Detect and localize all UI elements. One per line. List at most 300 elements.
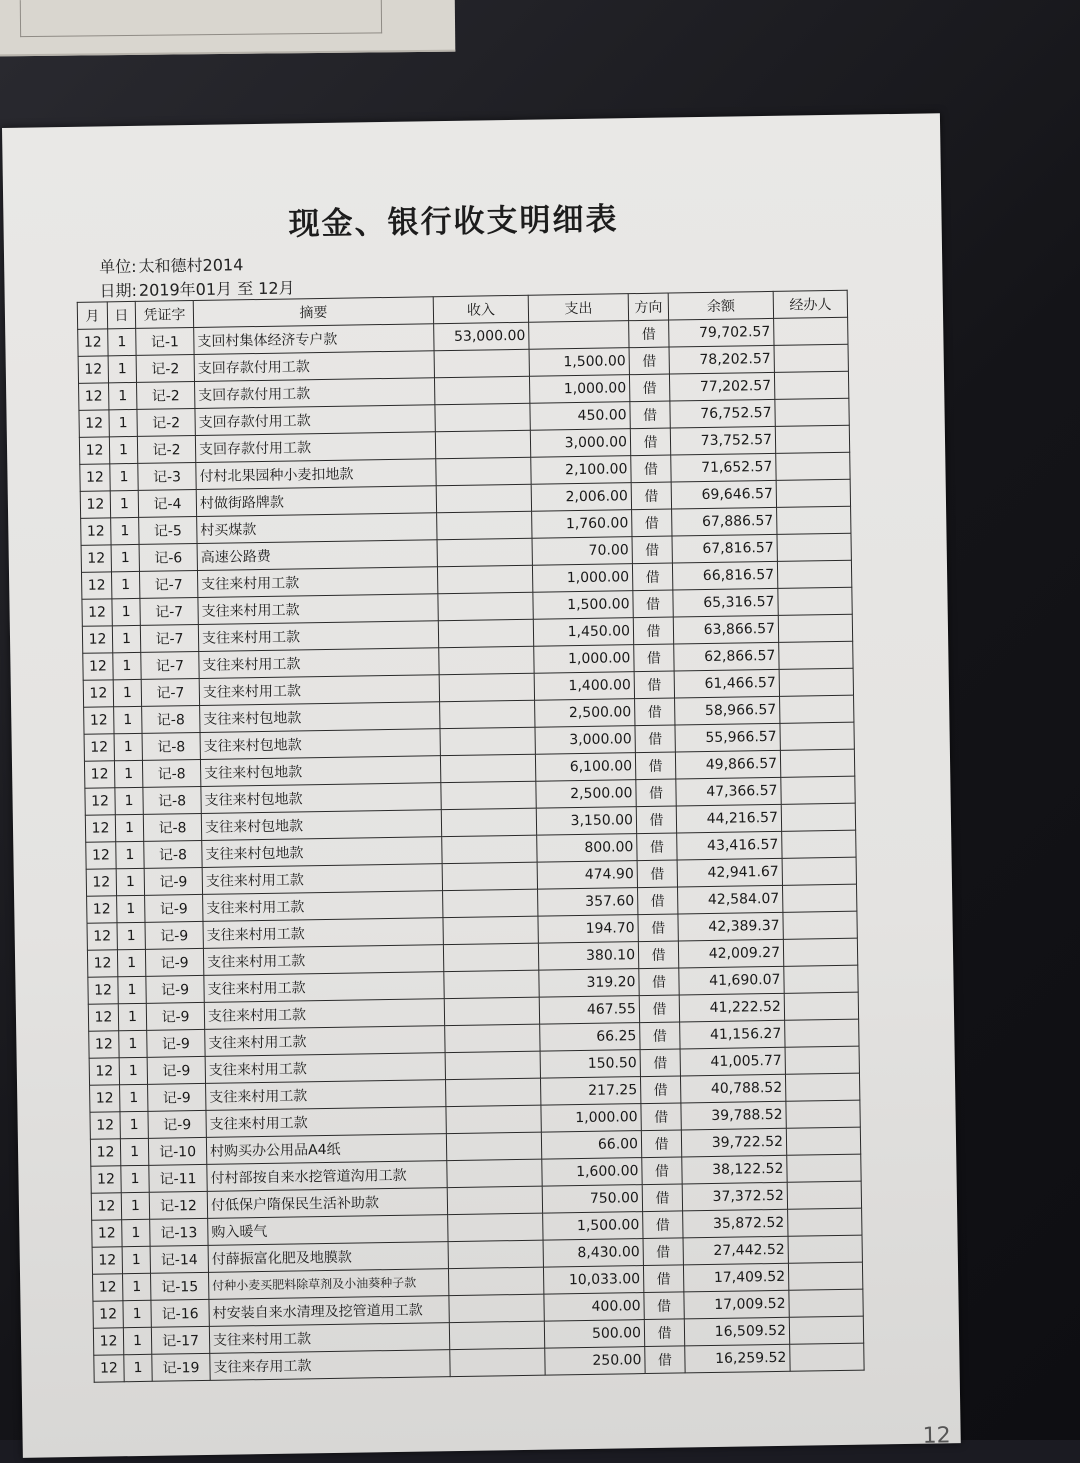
date-line [99, 275, 296, 301]
cell-balance: 41,222.52 [679, 993, 784, 1022]
cell-handler [783, 911, 857, 939]
cell-month: 12 [87, 896, 117, 923]
cell-direction: 借 [645, 1346, 685, 1374]
cell-month: 12 [87, 950, 117, 977]
cell-handler [777, 506, 851, 534]
cell-income [443, 943, 538, 971]
cell-month: 12 [81, 572, 111, 599]
underlying-paper-frame [20, 0, 382, 37]
cell-summary: 支往来村包地款 [201, 783, 441, 814]
cell-voucher: 记-8 [143, 786, 201, 814]
cell-summary: 支往来村用工款 [204, 972, 444, 1003]
cell-direction: 借 [644, 1292, 684, 1320]
cell-handler [789, 1316, 863, 1344]
cell-direction: 借 [644, 1319, 684, 1347]
cell-income [439, 646, 534, 674]
cell-income [439, 673, 534, 701]
cell-voucher: 记-12 [149, 1191, 207, 1219]
cell-month: 12 [81, 545, 111, 572]
cell-direction: 借 [630, 401, 670, 429]
cell-handler [785, 1019, 859, 1047]
cell-day: 1 [111, 571, 139, 598]
cell-voucher: 记-13 [150, 1218, 208, 1246]
cell-income [436, 484, 531, 512]
cell-income [448, 1240, 543, 1268]
cell-handler [778, 587, 852, 615]
cell-month: 12 [84, 761, 114, 788]
cell-voucher: 记-9 [145, 948, 203, 976]
cell-handler [789, 1289, 863, 1317]
cell-summary: 支往来村用工款 [206, 1080, 446, 1111]
cell-day: 1 [122, 1219, 150, 1246]
cell-month: 12 [90, 1112, 120, 1139]
cell-balance: 38,122.52 [682, 1155, 787, 1184]
cell-direction: 借 [642, 1184, 682, 1212]
cell-direction: 借 [634, 644, 674, 672]
cell-month: 12 [92, 1220, 122, 1247]
cell-month: 12 [82, 626, 112, 653]
cell-month: 12 [91, 1193, 121, 1220]
cell-expense: 8,430.00 [543, 1239, 643, 1268]
cell-balance: 58,966.57 [675, 696, 780, 725]
cell-income [435, 430, 530, 458]
cell-voucher: 记-6 [139, 543, 197, 571]
cell-income [449, 1294, 544, 1322]
cell-voucher: 记-2 [137, 409, 195, 437]
cell-summary: 支往来村用工款 [203, 891, 443, 922]
cell-direction: 借 [633, 590, 673, 618]
cell-voucher: 记-10 [148, 1137, 206, 1165]
cell-handler [781, 803, 855, 831]
cell-summary: 支往来村包地款 [200, 729, 440, 760]
cell-balance: 78,202.57 [669, 345, 774, 374]
cell-balance: 44,216.57 [676, 804, 781, 833]
cell-day: 1 [121, 1192, 149, 1219]
cell-direction: 借 [641, 1130, 681, 1158]
document-title: 现金、银行收支明细表 [288, 201, 619, 243]
cell-month: 12 [90, 1139, 120, 1166]
cell-month: 12 [78, 329, 108, 356]
cell-month: 12 [90, 1085, 120, 1112]
cell-expense: 357.60 [538, 888, 638, 917]
cell-month: 12 [85, 788, 115, 815]
cell-expense: 1,000.00 [532, 564, 632, 593]
cell-summary: 支回存款付用工款 [194, 351, 434, 382]
cell-expense: 800.00 [537, 834, 637, 863]
cell-summary: 支往来村用工款 [209, 1323, 449, 1354]
cell-income [443, 889, 538, 917]
cell-summary: 支往来村用工款 [197, 567, 437, 598]
cell-direction: 借 [629, 374, 669, 402]
cell-expense: 474.90 [537, 861, 637, 890]
cell-voucher: 记-16 [151, 1299, 209, 1327]
cell-handler [783, 938, 857, 966]
cell-direction: 借 [640, 1076, 680, 1104]
cell-balance: 42,584.07 [678, 885, 783, 914]
header-handler: 经办人 [773, 290, 847, 318]
cell-day: 1 [112, 598, 140, 625]
cell-voucher: 记-7 [140, 624, 198, 652]
cell-income [446, 1105, 541, 1133]
cell-day: 1 [114, 760, 142, 787]
cell-balance: 37,372.52 [682, 1182, 787, 1211]
cell-handler [787, 1181, 861, 1209]
cell-direction: 借 [641, 1103, 681, 1131]
cell-summary: 付村北果园种小麦扣地款 [196, 459, 436, 490]
cell-month: 12 [81, 518, 111, 545]
cell-month: 12 [88, 1004, 118, 1031]
cell-income [443, 916, 538, 944]
cell-balance: 65,316.57 [673, 588, 778, 617]
cell-day: 1 [109, 409, 137, 436]
cell-balance: 17,409.52 [683, 1263, 788, 1292]
cell-day: 1 [115, 814, 143, 841]
cell-voucher: 记-9 [145, 921, 203, 949]
cell-balance: 17,009.52 [684, 1290, 789, 1319]
cell-income [444, 997, 539, 1025]
cell-summary: 支往来村用工款 [204, 999, 444, 1030]
cell-direction: 借 [638, 887, 678, 915]
cell-day: 1 [123, 1273, 151, 1300]
cell-expense: 10,033.00 [543, 1266, 643, 1295]
cell-summary: 村购买办公用品A4纸 [206, 1134, 446, 1165]
cell-direction: 借 [631, 482, 671, 510]
cell-handler [777, 533, 851, 561]
cell-voucher: 记-7 [141, 678, 199, 706]
cell-direction: 借 [631, 455, 671, 483]
cell-direction: 借 [640, 1022, 680, 1050]
cell-day: 1 [109, 436, 137, 463]
cell-balance: 42,009.27 [678, 939, 783, 968]
cell-expense: 2,100.00 [531, 456, 631, 485]
cell-handler [788, 1235, 862, 1263]
cell-expense: 1,500.00 [533, 591, 633, 620]
cell-expense: 2,500.00 [536, 780, 636, 809]
cell-voucher: 记-9 [148, 1083, 206, 1111]
cell-direction: 借 [642, 1157, 682, 1185]
cell-direction: 借 [635, 698, 675, 726]
unit-value: 太和德村2014 [138, 255, 244, 276]
cell-expense: 1,000.00 [534, 645, 634, 674]
cell-voucher: 记-2 [137, 436, 195, 464]
cell-summary: 支往来村包地款 [200, 756, 440, 787]
cell-income [445, 1051, 540, 1079]
cell-voucher: 记-8 [142, 732, 200, 760]
cell-income [434, 376, 529, 404]
cell-direction: 借 [639, 995, 679, 1023]
cell-income [441, 808, 536, 836]
cell-handler [788, 1262, 862, 1290]
cell-month: 12 [88, 977, 118, 1004]
cell-direction: 借 [643, 1238, 683, 1266]
cell-direction: 借 [637, 833, 677, 861]
cell-month: 12 [79, 410, 109, 437]
cell-day: 1 [109, 382, 137, 409]
cell-voucher: 记-1 [136, 328, 194, 356]
cell-expense: 3,150.00 [536, 807, 636, 836]
cell-balance: 16,259.52 [685, 1344, 790, 1373]
cell-balance: 63,866.57 [673, 615, 778, 644]
cell-balance: 76,752.57 [670, 399, 775, 428]
cell-month: 12 [94, 1355, 124, 1382]
cell-month: 12 [89, 1031, 119, 1058]
cell-direction: 借 [629, 320, 669, 348]
cell-income [448, 1213, 543, 1241]
cell-summary: 支往来村用工款 [198, 594, 438, 625]
cell-voucher: 记-7 [139, 570, 197, 598]
cell-expense: 150.50 [540, 1050, 640, 1079]
cell-day: 1 [117, 922, 145, 949]
cell-expense: 1,500.00 [529, 348, 629, 377]
cell-expense: 2,006.00 [531, 483, 631, 512]
underlying-paper [0, 0, 455, 56]
cell-summary: 支回存款付用工款 [195, 405, 435, 436]
cell-expense: 1,000.00 [529, 375, 629, 404]
cell-handler [784, 992, 858, 1020]
cell-voucher: 记-19 [152, 1353, 210, 1381]
header-expense: 支出 [528, 294, 628, 323]
cell-day: 1 [110, 490, 138, 517]
cell-summary: 支回存款付用工款 [195, 378, 435, 409]
cell-month: 12 [83, 680, 113, 707]
cell-month: 12 [87, 923, 117, 950]
cell-handler [787, 1154, 861, 1182]
cell-month: 12 [91, 1166, 121, 1193]
cell-month: 12 [92, 1247, 122, 1274]
cell-direction: 借 [630, 428, 670, 456]
cell-expense: 400.00 [544, 1293, 644, 1322]
page-number: 12 [922, 1423, 951, 1449]
cell-voucher: 记-9 [144, 867, 202, 895]
cell-summary: 支往来村用工款 [199, 648, 439, 679]
cell-voucher: 记-2 [136, 355, 194, 383]
ledger-sheet [2, 113, 961, 1458]
cell-voucher: 记-9 [146, 975, 204, 1003]
cell-summary: 支往来村包地款 [202, 837, 442, 868]
cell-voucher: 记-14 [150, 1245, 208, 1273]
cell-balance: 71,652.57 [671, 453, 776, 482]
cell-balance: 42,941.67 [677, 858, 782, 887]
cell-voucher: 记-9 [145, 894, 203, 922]
cell-day: 1 [111, 544, 139, 571]
cell-income [434, 349, 529, 377]
cell-direction: 借 [639, 968, 679, 996]
date-label: 日期: [99, 280, 138, 301]
cell-summary: 付种小麦买肥料除草剂及小油葵种子款 [209, 1269, 449, 1300]
cell-summary: 支往来村用工款 [205, 1053, 445, 1084]
cell-day: 1 [120, 1138, 148, 1165]
cell-day: 1 [108, 355, 136, 382]
cell-balance: 62,866.57 [674, 642, 779, 671]
cell-balance: 47,366.57 [676, 777, 781, 806]
cell-income [446, 1132, 541, 1160]
cell-day: 1 [123, 1300, 151, 1327]
cell-summary: 支往来村用工款 [199, 675, 439, 706]
cell-month: 12 [86, 869, 116, 896]
cell-balance: 42,389.37 [678, 912, 783, 941]
cell-summary: 支往来村用工款 [205, 1026, 445, 1057]
date-value: 2019年01月 至 12月 [138, 278, 295, 300]
cell-summary: 购入暖气 [208, 1215, 448, 1246]
cell-direction: 借 [635, 752, 675, 780]
cell-voucher: 记-9 [147, 1029, 205, 1057]
cell-expense: 450.00 [530, 402, 630, 431]
cell-handler [788, 1208, 862, 1236]
cell-income [447, 1186, 542, 1214]
header-direction: 方向 [628, 293, 668, 321]
cell-day: 1 [119, 1057, 147, 1084]
cell-balance: 41,005.77 [680, 1047, 785, 1076]
cell-handler [775, 398, 849, 426]
cell-direction: 借 [629, 347, 669, 375]
cell-income [436, 457, 531, 485]
cell-balance: 49,866.57 [675, 750, 780, 779]
cell-balance: 69,646.57 [671, 480, 776, 509]
cell-day: 1 [119, 1030, 147, 1057]
cell-handler [782, 884, 856, 912]
cell-month: 12 [86, 842, 116, 869]
cell-voucher: 记-7 [140, 597, 198, 625]
unit-label: 单位: [99, 256, 137, 277]
cell-direction: 借 [637, 860, 677, 888]
cell-expense: 1,500.00 [543, 1212, 643, 1241]
cell-day: 1 [115, 787, 143, 814]
cell-expense: 1,600.00 [542, 1158, 642, 1187]
cell-day: 1 [111, 517, 139, 544]
cell-direction: 借 [643, 1265, 683, 1293]
cell-expense: 217.25 [540, 1077, 640, 1106]
cell-month: 12 [82, 599, 112, 626]
cell-summary: 支往来村包地款 [201, 810, 441, 841]
cell-income [440, 727, 535, 755]
header-day: 日 [107, 301, 135, 328]
cell-income: 53,000.00 [434, 322, 529, 350]
cell-day: 1 [110, 463, 138, 490]
cell-expense [529, 321, 629, 350]
unit-line [99, 252, 245, 277]
cell-handler [777, 560, 851, 588]
cell-balance: 27,442.52 [683, 1236, 788, 1265]
cell-income [450, 1348, 545, 1376]
cell-voucher: 记-5 [139, 516, 197, 544]
cell-handler [786, 1127, 860, 1155]
cell-voucher: 记-8 [142, 759, 200, 787]
cell-day: 1 [113, 652, 141, 679]
cell-expense: 2,500.00 [535, 699, 635, 728]
cell-day: 1 [117, 895, 145, 922]
cell-voucher: 记-9 [148, 1110, 206, 1138]
cell-handler [779, 641, 853, 669]
cell-balance: 61,466.57 [674, 669, 779, 698]
cell-direction: 借 [636, 779, 676, 807]
cell-expense: 1,760.00 [532, 510, 632, 539]
cell-month: 12 [78, 356, 108, 383]
cell-income [440, 700, 535, 728]
cell-handler [790, 1343, 864, 1371]
header-balance: 余额 [668, 291, 773, 320]
cell-summary: 支往来村用工款 [203, 945, 443, 976]
cell-handler [780, 695, 854, 723]
cell-voucher: 记-9 [147, 1056, 205, 1084]
cell-balance: 66,816.57 [672, 561, 777, 590]
cell-income [438, 592, 533, 620]
cell-day: 1 [123, 1327, 151, 1354]
cell-month: 12 [93, 1274, 123, 1301]
cell-voucher: 记-8 [144, 840, 202, 868]
cell-expense: 66.00 [541, 1131, 641, 1160]
cell-voucher: 记-2 [137, 382, 195, 410]
cell-direction: 借 [636, 806, 676, 834]
cell-month: 12 [93, 1328, 123, 1355]
cell-direction: 借 [634, 671, 674, 699]
cell-summary: 支往来村用工款 [203, 918, 443, 949]
cell-income [441, 781, 536, 809]
cell-balance: 16,509.52 [684, 1317, 789, 1346]
cell-expense: 380.10 [538, 942, 638, 971]
cell-handler [782, 857, 856, 885]
cell-direction: 借 [632, 536, 672, 564]
cell-voucher: 记-15 [151, 1272, 209, 1300]
cell-summary: 支回村集体经济专户款 [194, 324, 434, 355]
cell-balance: 39,788.52 [681, 1101, 786, 1130]
cell-day: 1 [116, 841, 144, 868]
cell-balance: 40,788.52 [680, 1074, 785, 1103]
header-voucher: 凭证字 [135, 301, 193, 329]
cell-voucher: 记-8 [143, 813, 201, 841]
cell-expense: 70.00 [532, 537, 632, 566]
cell-summary: 村做街路牌款 [196, 486, 436, 517]
cell-day: 1 [113, 679, 141, 706]
cell-expense: 66.25 [540, 1023, 640, 1052]
cell-day: 1 [121, 1165, 149, 1192]
cell-summary: 村安装自来水清理及挖管道用工款 [209, 1296, 449, 1327]
cell-summary: 支往来村包地款 [200, 702, 440, 733]
cell-expense: 1,000.00 [541, 1104, 641, 1133]
cell-summary: 支往来村用工款 [206, 1107, 446, 1138]
cell-expense: 319.20 [539, 969, 639, 998]
cell-direction: 借 [632, 509, 672, 537]
cell-handler [778, 614, 852, 642]
cell-income [448, 1267, 543, 1295]
cell-day: 1 [112, 625, 140, 652]
cell-voucher: 记-4 [138, 489, 196, 517]
cell-day: 1 [120, 1084, 148, 1111]
cell-balance: 41,156.27 [680, 1020, 785, 1049]
cell-balance: 35,872.52 [683, 1209, 788, 1238]
cell-income [446, 1078, 541, 1106]
cell-handler [786, 1100, 860, 1128]
cell-expense: 3,000.00 [530, 429, 630, 458]
cell-expense: 1,400.00 [534, 672, 634, 701]
cell-balance: 79,702.57 [669, 318, 774, 347]
cell-day: 1 [114, 706, 142, 733]
cell-summary: 付村部按自来水挖管道沟用工款 [207, 1161, 447, 1192]
header-month: 月 [77, 302, 107, 329]
ledger-table [77, 290, 865, 1383]
cell-balance: 73,752.57 [670, 426, 775, 455]
cell-expense: 250.00 [545, 1347, 645, 1376]
cell-expense: 467.55 [539, 996, 639, 1025]
cell-voucher: 记-17 [151, 1326, 209, 1354]
header-income: 收入 [433, 295, 528, 323]
cell-month: 12 [89, 1058, 119, 1085]
cell-month: 12 [79, 437, 109, 464]
cell-balance: 67,816.57 [672, 534, 777, 563]
cell-handler [779, 668, 853, 696]
cell-handler [776, 452, 850, 480]
cell-income [445, 1024, 540, 1052]
cell-direction: 借 [635, 725, 675, 753]
